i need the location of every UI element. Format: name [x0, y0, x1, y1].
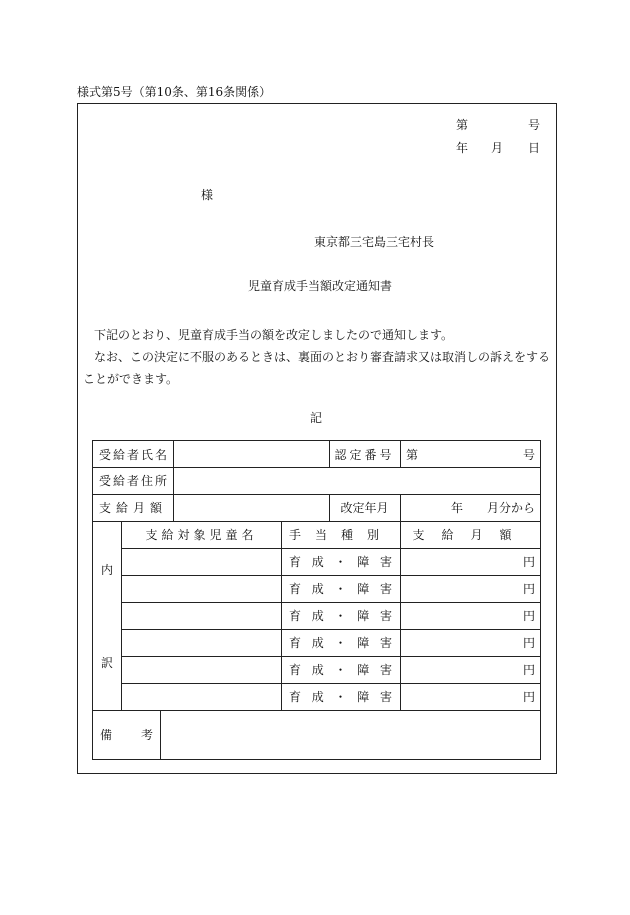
allowance-type-char: 害	[379, 690, 392, 704]
cert-suffix: 号	[522, 447, 535, 462]
allowance-type-char: ・	[334, 690, 347, 704]
revision-month-from: 月分から	[486, 501, 535, 515]
addressee-suffix: 様	[201, 188, 214, 202]
allowance-type-cell	[289, 602, 392, 629]
recipient-name-label: 受 給 者 氏 名	[99, 447, 167, 462]
allowance-type-cell	[289, 548, 392, 575]
col-type-header: 手当種別	[288, 528, 393, 542]
allowance-type-char: 成	[311, 690, 324, 704]
allowance-type-char: 障	[357, 636, 370, 650]
revision-year: 年	[451, 501, 464, 515]
body-line-1: 下記のとおり、児童育成手当の額を改定しましたので通知します。	[94, 328, 454, 342]
recipient-address-label: 受 給 者 住 所	[99, 474, 167, 488]
allowance-type-char: 育	[289, 582, 302, 596]
breakdown-label-2: 訳	[100, 655, 113, 670]
number-suffix: 号	[528, 118, 541, 132]
allowance-type-char: 育	[289, 609, 302, 623]
allowance-type-char: ・	[334, 609, 347, 623]
cert-prefix: 第	[406, 447, 419, 462]
cert-number-label: 認定番号	[334, 447, 395, 462]
body-line-2: なお、この決定に不服のあるときは、裏面のとおり審査請求又は取消しの訴えをする	[94, 350, 551, 364]
date-month: 月	[491, 141, 504, 155]
date-year: 年	[456, 141, 469, 155]
number-prefix: 第	[456, 118, 469, 132]
allowance-type-char: 障	[357, 582, 370, 596]
allowance-type-char: 障	[357, 555, 370, 569]
allowance-type-char: 成	[311, 582, 324, 596]
remarks-label-2: 考	[141, 728, 154, 742]
breakdown-label-1: 内	[100, 562, 113, 577]
monthly-amount-label: 支給月額	[98, 501, 167, 515]
allowance-type-char: 害	[379, 582, 392, 596]
allowance-type-char: 障	[357, 609, 370, 623]
amount-unit: 円	[522, 582, 535, 596]
allowance-type-char: 育	[289, 690, 302, 704]
col-child-header: 支給対象児童名	[145, 528, 258, 542]
allowance-type-char: 障	[357, 690, 370, 704]
allowance-type-char: 育	[289, 636, 302, 650]
amount-unit: 円	[522, 690, 535, 704]
body-line-3: ことができます。	[83, 372, 179, 386]
allowance-type-cell	[289, 656, 392, 683]
allowance-type-char: ・	[334, 582, 347, 596]
form-label: 様式第5号（第10条、第16条関係）	[77, 85, 272, 99]
allowance-type-char: 成	[311, 636, 324, 650]
ki-heading: 記	[310, 411, 323, 425]
allowance-type-char: 成	[311, 555, 324, 569]
allowance-type-cell	[289, 575, 392, 602]
allowance-type-char: 害	[379, 663, 392, 677]
amount-unit: 円	[522, 663, 535, 677]
allowance-type-char: ・	[334, 663, 347, 677]
allowance-type-char: 害	[379, 609, 392, 623]
col-amount-header: 支給月額	[412, 528, 529, 542]
allowance-type-char: ・	[334, 636, 347, 650]
remarks-label-1: 備	[100, 728, 113, 742]
revision-date-label: 改定年月	[340, 501, 389, 515]
allowance-type-char: 成	[311, 609, 324, 623]
issuer-name: 東京都三宅島三宅村長	[314, 235, 435, 249]
allowance-type-char: 成	[311, 663, 324, 677]
allowance-type-char: 害	[379, 555, 392, 569]
allowance-type-char: ・	[334, 555, 347, 569]
allowance-type-char: 障	[357, 663, 370, 677]
allowance-type-cell	[289, 629, 392, 656]
allowance-type-char: 育	[289, 663, 302, 677]
document-title: 児童育成手当額改定通知書	[248, 279, 393, 293]
amount-unit: 円	[522, 609, 535, 623]
allowance-type-cell	[289, 683, 392, 710]
allowance-type-char: 害	[379, 636, 392, 650]
date-day: 日	[528, 141, 541, 155]
amount-unit: 円	[522, 555, 535, 569]
amount-unit: 円	[522, 636, 535, 650]
details-table	[92, 440, 541, 760]
allowance-type-char: 育	[289, 555, 302, 569]
